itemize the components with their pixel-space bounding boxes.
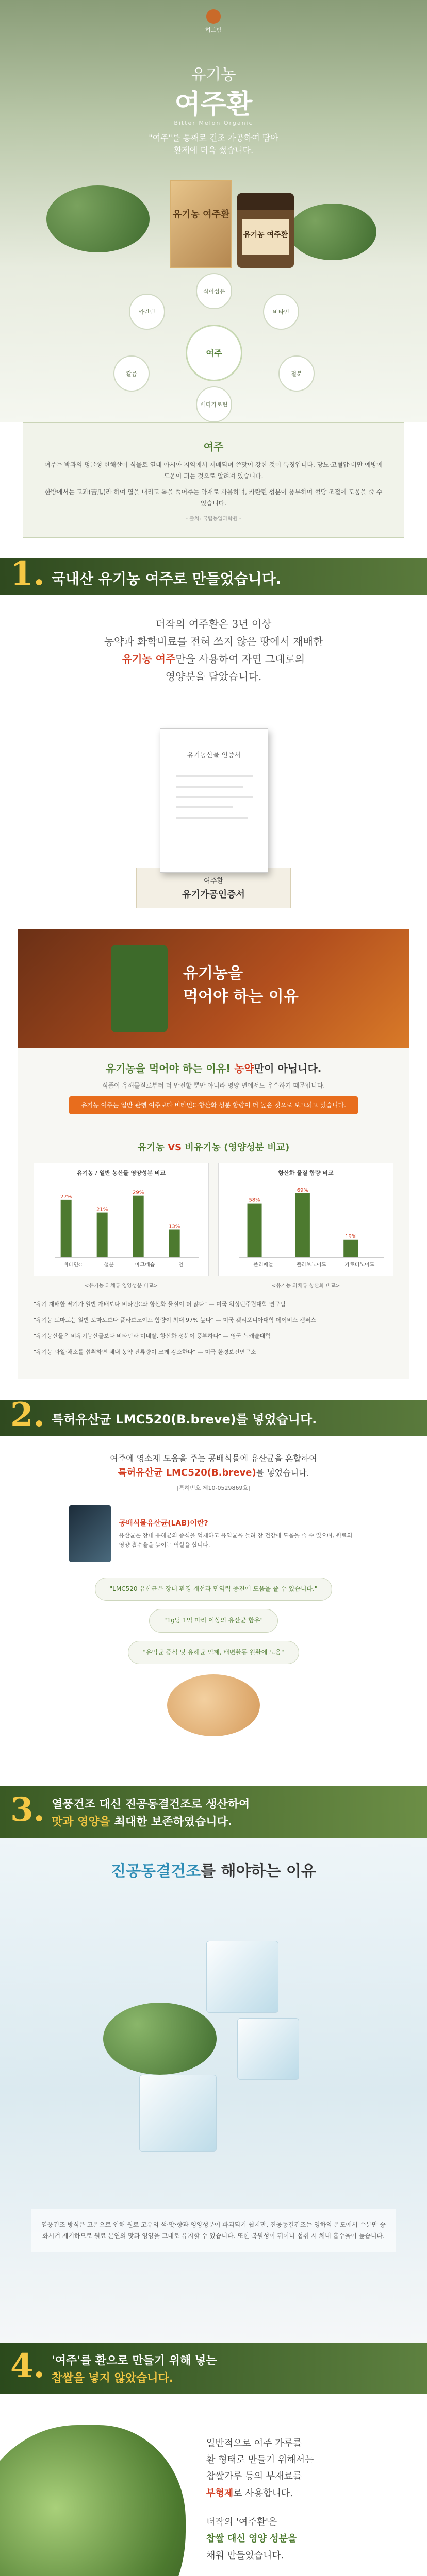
text-span: 로 사용합니다.	[233, 2487, 293, 2499]
why-organic-panel	[18, 929, 409, 1379]
hero-description	[0, 132, 427, 157]
question-keyword: 농약	[234, 1062, 254, 1075]
text-line: 농약과 화학비료를 전혀 쓰지 않은 땅에서 재배한	[104, 635, 323, 648]
chart-nutrients	[34, 1163, 209, 1276]
ice-cube	[139, 2075, 217, 2152]
text-line: 일반적으로 여주 가루를	[206, 2437, 302, 2449]
text-line: 찹쌀가루 등의 부재료를	[206, 2471, 302, 2482]
tick-label: 인	[178, 1262, 184, 1268]
benefit-bubble: "LMC520 유산균은 장내 환경 개선과 면역력 증진에 도움을 줄 수 있습니다."	[95, 1578, 333, 1601]
document-line	[176, 786, 243, 788]
ingredient-item: 철분	[278, 355, 315, 392]
card-title: 공배식물유산균(LAB)이란?	[119, 1519, 208, 1528]
bar-유기농-폴리페놀	[248, 1204, 262, 1257]
section1-body	[0, 595, 427, 886]
charts-row	[34, 1163, 393, 1276]
bar-유기농-인	[169, 1229, 180, 1257]
section2-lead	[0, 1451, 427, 1481]
text-line	[206, 2485, 406, 2502]
section1-header	[0, 554, 427, 595]
hero-desc-line2: 환제에 더욱 썼습니다.	[173, 145, 254, 155]
bitter-melon-image	[103, 2003, 217, 2075]
bitter-melon-image	[0, 2425, 186, 2576]
compare-b: 비유기농 (영양성분 비교)	[185, 1142, 290, 1153]
tick-label: 플라보노이드	[297, 1262, 326, 1268]
section2-header	[0, 1395, 427, 1436]
ingredient-item: 베타카로틴	[196, 386, 232, 422]
text-line: 환 형태로 만들기 위해서는	[206, 2454, 314, 2465]
ingredient-item: 비타민	[263, 294, 299, 330]
section-title: 특허유산균 LMC520(B.breve)를 넣었습니다.	[52, 1412, 317, 1427]
bar-유기농-비타민C	[61, 1200, 72, 1257]
compare-vs: VS	[168, 1142, 182, 1153]
section-number: 4.	[10, 2346, 45, 2385]
why-question	[34, 1060, 393, 1075]
freeze-dry-description: 열풍건조 방식은 고온으로 인해 원료 고유의 색·맛·향과 영양성분이 파괴되기 쉽지만, 진공동결건조는 영하의 온도에서 수분만 승화시켜 제거하므로 원료 본연의 맛과 영양을 그대로 유지할 수 있습니다. 또한 복원성이 뛰어나 섭취 시 체내 흡수율이 높습니다.	[31, 2209, 396, 2253]
title-highlight: 찹쌀을 넣지 않았습니다.	[52, 2371, 174, 2385]
why-subtext: 식품이 유해물질로부터 더 안전할 뿐만 아니라 영양 면에서도 우수하기 때문입니다.	[102, 1082, 325, 1090]
ingredient-item: 칼륨	[113, 355, 150, 392]
section4-text	[206, 2435, 406, 2565]
document-line	[176, 775, 253, 777]
bar-유기농-마그네슘	[133, 1196, 144, 1257]
ingredients-section	[0, 268, 427, 422]
section-title: '여주'를 환으로 만들기 위해 넣는	[52, 2354, 217, 2367]
tick-label: 마그네슘	[135, 1262, 155, 1268]
intro-box	[23, 422, 404, 538]
document-line	[176, 817, 248, 819]
data-label: 69%	[297, 1187, 309, 1193]
bitter-melon-image	[289, 204, 376, 260]
brand-logo-icon	[206, 9, 221, 24]
benefit-bubble: "유익균 증식 및 유해균 억제, 배변활동 원활에 도움"	[128, 1641, 299, 1664]
data-label: 19%	[345, 1233, 357, 1240]
text-highlight: 찹쌀 대신 영양 성분을	[206, 2533, 297, 2545]
freeze-dry-title	[0, 1838, 427, 1881]
lactobacillus-card	[69, 1505, 358, 1562]
data-label: 29%	[133, 1190, 144, 1196]
text-line: 영양분을 담았습니다.	[165, 670, 262, 683]
title-highlight: 진공동결건조	[111, 1862, 201, 1880]
certificate-document-image	[160, 728, 268, 873]
text-highlight: 유기농 여주	[122, 653, 176, 666]
card-description: 유산균은 장내 유해균의 증식을 억제하고 유익균을 늘려 장 건강에 도움을 줄 수 있으며, 원료의 영양 흡수율을 높이는 역할을 합니다.	[119, 1532, 353, 1549]
section-number: 1.	[10, 554, 45, 594]
intro-paragraph: 여주는 박과의 덩굴성 한해살이 식물로 열대 아시아 지역에서 재배되며 쓴맛이 강한 것이 특징입니다. 당뇨·고혈압·비만 예방에 도움이 되는 것으로 알려져 있습니다.	[44, 461, 383, 480]
section2-body	[0, 1436, 427, 1776]
section4-body	[0, 2394, 427, 2576]
product-jar-image	[237, 193, 294, 268]
title-text: 를 해야하는 이유	[201, 1862, 316, 1880]
chart-title: 항산화 물질 함량 비교	[278, 1169, 334, 1176]
section-title: 열풍건조 대신 진공동결건조로 생산하여	[52, 1798, 250, 1811]
chart-svg	[224, 1179, 389, 1272]
jar-lid	[237, 193, 294, 210]
bar-유기농-플라보노이드	[295, 1193, 310, 1257]
section3-body	[0, 1838, 427, 2343]
data-label: 13%	[169, 1224, 180, 1230]
bar-유기농-카로티노이드	[343, 1240, 358, 1257]
section-number: 3.	[10, 1790, 45, 1829]
tick-label: 폴리페놀	[253, 1262, 273, 1268]
lead-highlight: 특허유산균 LMC520(B.breve)	[118, 1467, 256, 1478]
chart-antioxidants	[218, 1163, 393, 1276]
ice-cube	[237, 2018, 299, 2080]
benefit-bubble: "1g당 1억 마리 이상의 유산균 함유"	[149, 1609, 278, 1632]
lead-text: 를 넣었습니다.	[256, 1467, 309, 1478]
tick-label: 철분	[104, 1262, 114, 1268]
text-highlight: 부형제	[206, 2487, 234, 2499]
chart-title: 유기농 / 일반 농산물 영양성분 비교	[77, 1169, 166, 1176]
text-line: 채워 만들었습니다.	[206, 2550, 284, 2561]
data-label: 58%	[249, 1197, 260, 1204]
section3-header	[0, 1786, 427, 1838]
product-jar-label: 유기농 여주환	[242, 219, 289, 255]
lactobacillus-image	[69, 1505, 111, 1562]
data-label: 27%	[60, 1194, 72, 1200]
hero-desc-line1: "여주"를 통째로 건조 가공하여 담아	[149, 133, 278, 143]
patent-number: [특허번호 제10-0529869호]	[176, 1485, 251, 1492]
hero-english: Bitter Melon Organic	[174, 120, 253, 126]
reference-item: "유기농산물은 비유기농산물보다 비타민과 미네랄, 항산화 성분이 풍부하다" — 영국 뉴캐슬대학	[34, 1332, 271, 1340]
section-number: 2.	[10, 1395, 45, 1434]
why-organic-message	[18, 1048, 409, 1127]
section-title: 국내산 유기농 여주로 만들었습니다.	[52, 570, 282, 588]
tick-label: 비타민C	[63, 1262, 82, 1268]
title-text: 최대한 보존하였습니다.	[114, 1815, 233, 1828]
comparison-block	[34, 1140, 393, 1289]
hero-subtitle: 유기농	[191, 66, 236, 84]
ingredient-item: 식이섬유	[196, 273, 232, 309]
lead-line: 여주에 영소제 도움을 주는 공배식물에 유산균을 혼합하여	[110, 1453, 317, 1463]
intro-title: 여주	[203, 440, 224, 453]
text-span: 만을 사용하여 자연 그대로의	[175, 653, 305, 666]
product-box-image	[170, 180, 232, 268]
text-line: 더작의 여주환은 3년 이상	[155, 618, 272, 631]
document-line	[176, 796, 253, 798]
research-references	[18, 1289, 409, 1379]
hero-title: 여주환	[174, 89, 253, 120]
intro-paragraph: 한방에서는 고과(苦瓜)라 하여 열을 내리고 독을 풀어주는 약재로 사용하며, 카란틴 성분이 풍부하여 혈당 조절에 도움을 줄 수 있습니다.	[44, 488, 383, 507]
ice-cubes-image	[124, 1941, 299, 2178]
tick-label: 카로티노이드	[344, 1262, 375, 1268]
banner-title: 먹어야 하는 이유	[183, 988, 299, 1006]
banner-title: 유기농을	[183, 964, 243, 983]
brand-name: 허브팜	[205, 27, 222, 33]
compare-a: 유기농	[137, 1142, 165, 1153]
why-organic-banner	[18, 929, 409, 1048]
reference-item: "유기 재배한 딸기가 일반 재배보다 비타민C와 항산화 물질이 더 많다" — 미국 워싱턴주립대학 연구팀	[34, 1300, 286, 1308]
question-highlight: 유기농을 먹어야 하는 이유!	[105, 1062, 231, 1075]
title-highlight: 맛과 영양을	[52, 1815, 110, 1828]
reference-item: "유기농 과일·채소를 섭취하면 체내 농약 잔류량이 크게 감소한다" — 미국 환경보건연구소	[34, 1348, 256, 1355]
reference-item: "유기농 토마토는 일반 토마토보다 플라보노이드 함량이 최대 97% 높다" — 미국 캘리포니아대학 데이비스 캠퍼스	[34, 1316, 316, 1324]
section1-text	[0, 615, 427, 685]
ingredient-center: 여주	[186, 325, 242, 381]
chart-note: <유기농 과채류 항산화 비교>	[271, 1283, 340, 1289]
certificate-name: 유기가공인증서	[182, 889, 245, 901]
benefit-bubbles	[0, 1578, 427, 1664]
document-line	[176, 806, 233, 808]
section4-header	[0, 2343, 427, 2394]
chart-notes	[34, 1281, 393, 1289]
body-figure-image	[167, 1674, 260, 1736]
bar-유기농-철분	[97, 1213, 108, 1257]
comparison-title	[34, 1140, 393, 1154]
spacer	[206, 2502, 406, 2514]
document-title: 유기농산물 인증서	[187, 752, 241, 760]
lactobacillus-text	[119, 1518, 358, 1550]
hero-section	[0, 0, 427, 268]
chart-note: <유기농 과채류 영양성분 비교>	[84, 1283, 158, 1289]
text-line	[0, 650, 427, 668]
ingredient-item: 카란틴	[129, 294, 165, 330]
data-label: 21%	[96, 1207, 108, 1213]
product-box-label: 유기농 여주환	[172, 209, 230, 220]
section-title	[52, 1813, 232, 1829]
ice-cube	[206, 1941, 278, 2013]
intro-source: - 출처: 국립농업과학원 -	[186, 516, 241, 522]
chart-svg	[39, 1179, 204, 1272]
text-line: 더작의 '여주환'은	[206, 2517, 277, 2528]
question-text: 만이 아닙니다.	[254, 1062, 322, 1075]
why-callout: 유기농 여주는 일반 관행 여주보다 비타민C·항산화 성분 함량이 더 높은 것으로 보고되고 있습니다.	[69, 1096, 358, 1114]
lead-line	[0, 1465, 427, 1481]
section-title	[52, 2369, 173, 2385]
bitter-melon-image	[46, 185, 150, 252]
product-image	[111, 945, 168, 1032]
certificate-product: 여주환	[204, 877, 223, 886]
